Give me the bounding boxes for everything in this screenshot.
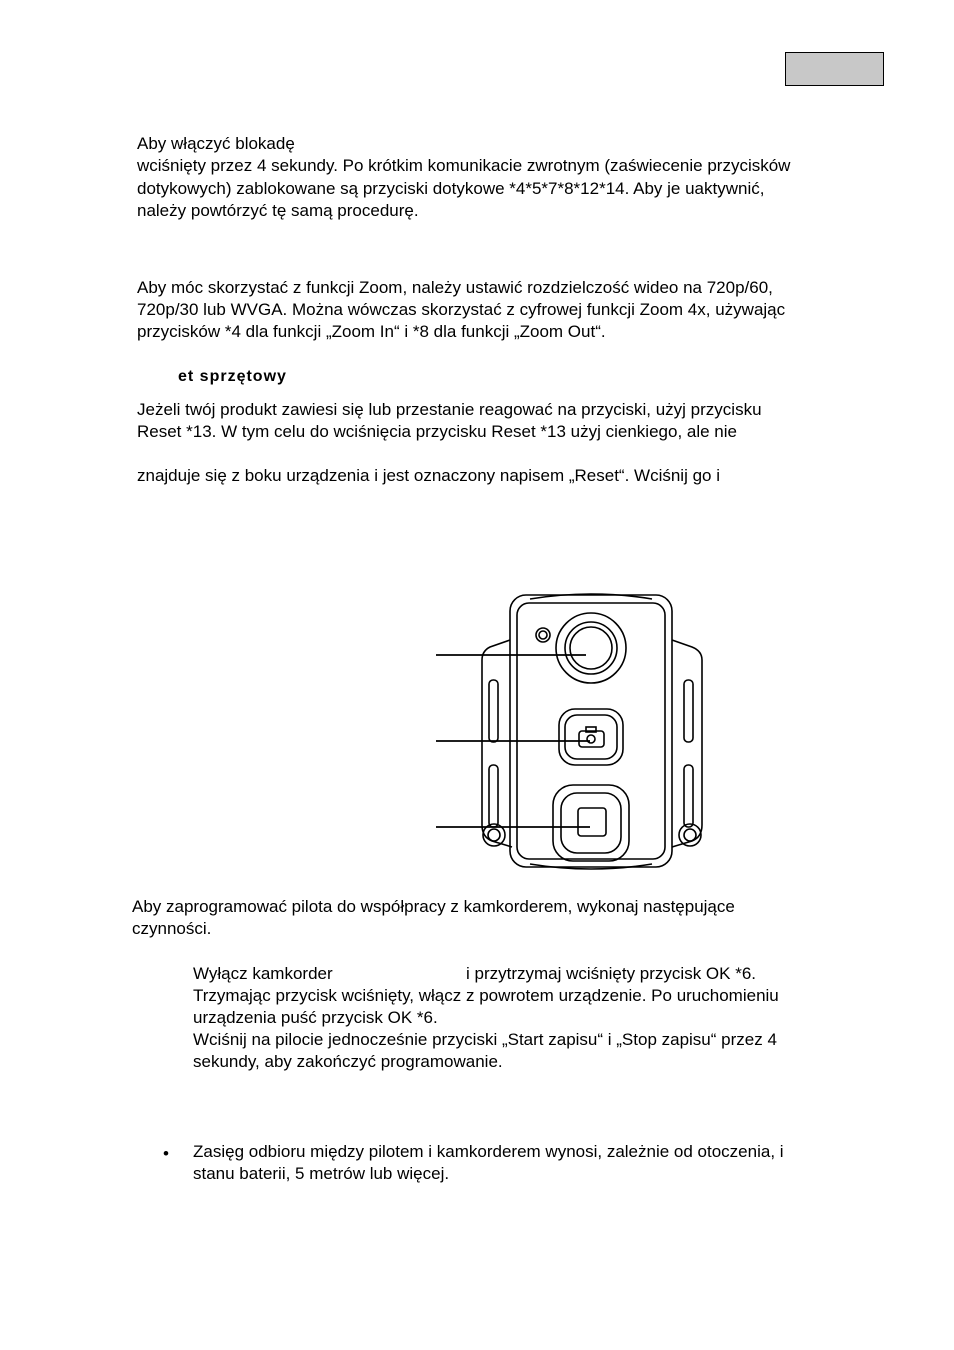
step1-left: Wyłącz kamkorder xyxy=(193,964,333,983)
lock-text-line-4: należy powtórzyć tę samą procedurę. xyxy=(137,201,419,220)
zoom-text-line-2: 720p/30 lub WVGA. Można wówczas skorzystać z cyfrowej funkcji Zoom 4x, używając xyxy=(137,300,786,319)
reset-text-line-1: Jeżeli twój produkt zawiesi się lub przestanie reagować na przyciski, użyj przycisku xyxy=(137,400,762,419)
note-line-1: Zasięg odbioru między pilotem i kamkorderem wynosi, zależnie od otoczenia, i xyxy=(193,1142,784,1161)
stop-square-icon xyxy=(578,808,606,836)
zoom-text-line-1: Aby móc skorzystać z funkcji Zoom, należy ustawić rozdzielczość wideo na 720p/60, xyxy=(137,278,773,297)
reset-heading: et sprzętowy xyxy=(178,368,287,385)
step3-line-1: Wciśnij na pilocie jednocześnie przyciski „Start zapisu“ i „Stop zapisu“ przez 4 xyxy=(193,1030,777,1049)
step2-line-1: Trzymając przycisk wciśnięty, włącz z powrotem urządzenie. Po uruchomieniu xyxy=(193,986,779,1005)
lock-text-line-1: Aby włączyć blokadę xyxy=(137,134,295,153)
reset-text-line-2: Reset *13. W tym celu do wciśnięcia przycisku Reset *13 użyj cienkiego, ale nie xyxy=(137,422,737,441)
remote-control-icon xyxy=(420,585,720,875)
camera-icon xyxy=(579,727,604,747)
language-box xyxy=(785,52,884,86)
remote-intro-line-1: Aby zaprogramować pilota do współpracy z kamkorderem, wykonaj następujące xyxy=(132,897,735,916)
bullet-icon: • xyxy=(163,1144,169,1163)
remote-intro-line-2: czynności. xyxy=(132,919,212,938)
step2-line-2: urządzenia puść przycisk OK *6. xyxy=(193,1008,438,1027)
zoom-text-line-3: przycisków *4 dla funkcji „Zoom In“ i *8 dla funkcji „Zoom Out“. xyxy=(137,322,606,341)
lock-text-line-2: wciśnięty przez 4 sekundy. Po krótkim komunikacie zwrotnym (zaświecenie przycisków xyxy=(137,156,791,175)
reset-text-line-3: znajduje się z boku urządzenia i jest oznaczony napisem „Reset“. Wciśnij go i xyxy=(137,466,720,485)
step1-right: i przytrzymaj wciśnięty przycisk OK *6. xyxy=(466,964,756,983)
step3-line-2: sekundy, aby zakończyć programowanie. xyxy=(193,1052,503,1071)
lock-text-line-3: dotykowych) zablokowane są przyciski dotykowe *4*5*7*8*12*14. Aby je uaktywnić, xyxy=(137,179,765,198)
note-line-2: stanu baterii, 5 metrów lub więcej. xyxy=(193,1164,450,1183)
